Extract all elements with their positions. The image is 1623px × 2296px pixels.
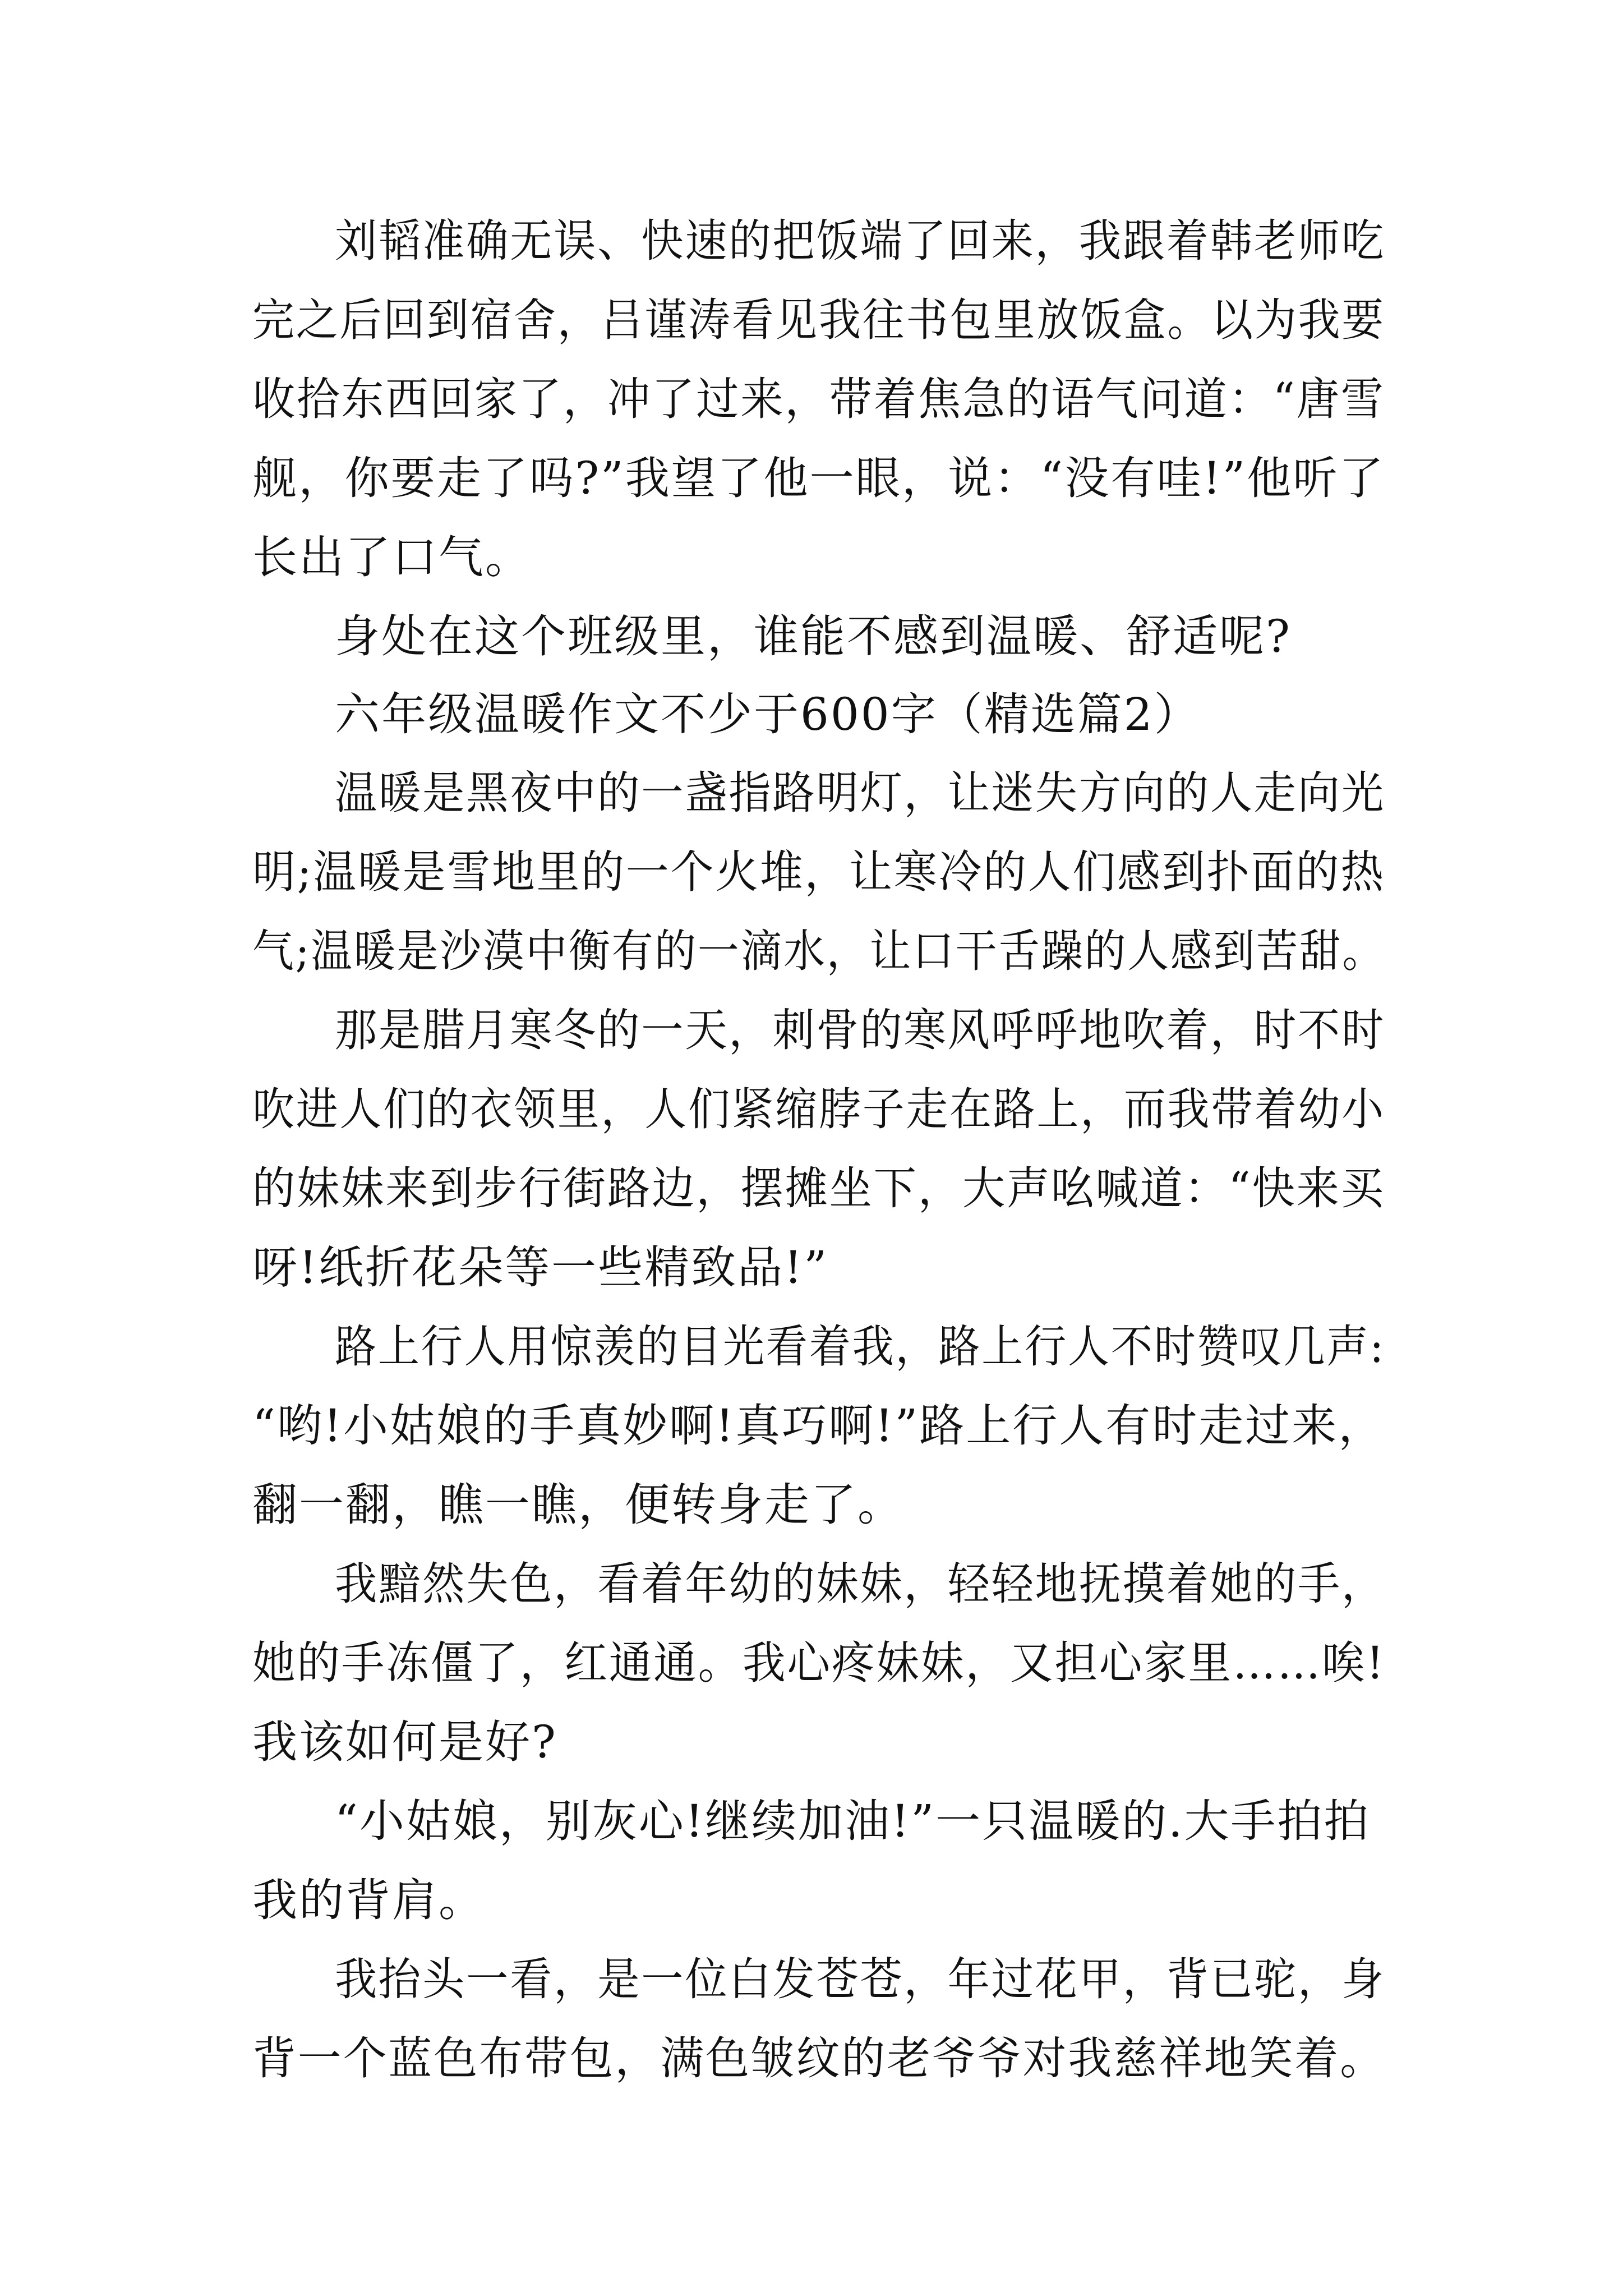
text-line: 收拾东西回家了，冲了过来，带着焦急的语气问道：“唐雪 [252, 373, 1385, 425]
text-line: 路上行人用惊羡的目光看着我，路上行人不时赞叹几声: [335, 1320, 1385, 1373]
text-line: “小姑娘，别灰心!继续加油!”一只温暖的.大手拍拍 [335, 1795, 1371, 1847]
text-line: 舰，你要走了吗?”我望了他一眼，说：“没有哇!”他听了 [252, 452, 1385, 504]
text-line: 她的手冻僵了，红通通。我心疼妹妹，又担心家里……唉! [252, 1637, 1386, 1689]
text-line: 翻一翻，瞧一瞧，便转身走了。 [252, 1479, 904, 1531]
text-line: 明;温暖是雪地里的一个火堆，让寒冷的人们感到扑面的热 [252, 846, 1385, 898]
text-line: 我该如何是好? [252, 1716, 557, 1768]
text-line: 那是腊月寒冬的一天，刺骨的寒风呼呼地吹着，时不时 [335, 1004, 1385, 1056]
text-line: 长出了口气。 [252, 531, 532, 583]
text-line: 气;温暖是沙漠中衡有的一滴水，让口干舌躁的人感到苦甜。 [252, 925, 1385, 977]
text-line: 我抬头一看，是一位白发苍苍，年过花甲，背已驼，身 [335, 1953, 1385, 2005]
text-line: 的妹妹来到步行街路边，摆摊坐下，大声吆喊道：“快来买 [252, 1162, 1385, 1214]
text-line: “哟!小姑娘的手真妙啊!真巧啊!”路上行人有时走过来， [252, 1400, 1385, 1452]
text-line: 身处在这个班级里，谁能不感到温暖、舒适呢? [335, 610, 1292, 662]
text-line: 我的背肩。 [252, 1874, 485, 1926]
text-line: 呀!纸折花朵等一些精致品!” [252, 1241, 829, 1294]
text-line: 我黯然失色，看着年幼的妹妹，轻轻地抚摸着她的手， [335, 1558, 1385, 1610]
section-heading: 六年级温暖作文不少于600字（精选篇2） [335, 688, 1201, 740]
text-line: 刘韬准确无误、快速的把饭端了回来，我跟着韩老师吃 [335, 215, 1385, 267]
text-line: 吹进人们的衣领里，人们紧缩脖子走在路上，而我带着幼小 [252, 1083, 1385, 1135]
text-line: 背一个蓝色布带包，满色皱纹的老爷爷对我慈祥地笑着。 [252, 2032, 1385, 2085]
text-line: 温暖是黑夜中的一盏指路明灯，让迷失方向的人走向光 [335, 767, 1385, 819]
text-line: 完之后回到宿舍，吕谨涛看见我往书包里放饭盒。以为我要 [252, 294, 1385, 346]
